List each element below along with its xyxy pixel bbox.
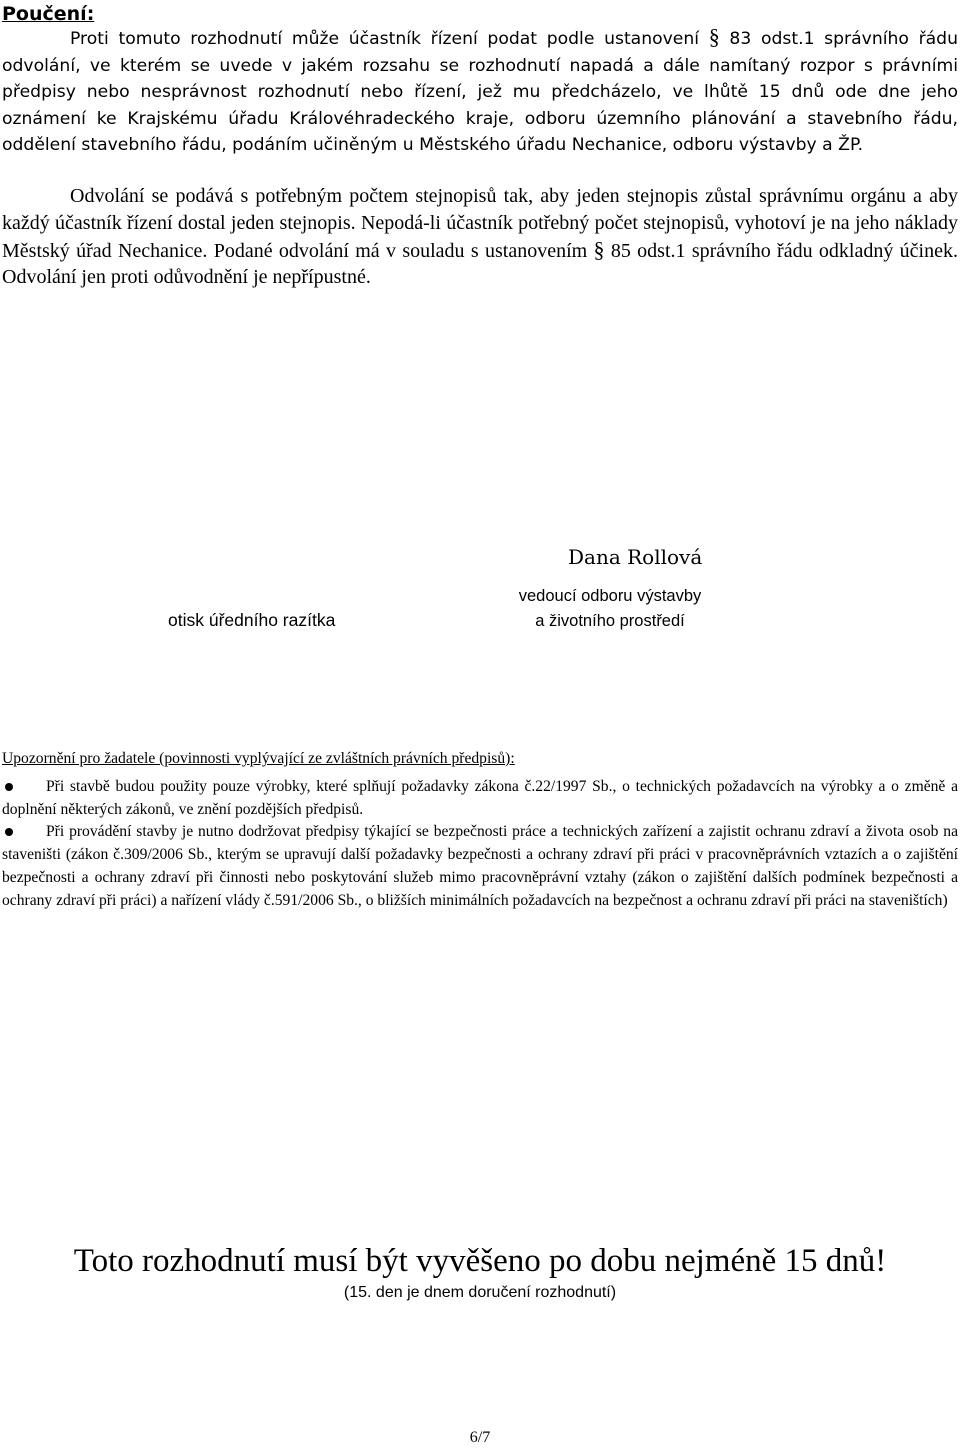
appeal-text-part2: 83 odst.1 správního řádu odvolání, ve kterém se uvede v jakém rozsahu se rozhodnutí napadá a dále namítaný rozpor s právními předpisy nebo nesprávnost rozhodnutí nebo řízení, jež mu předcházelo, ve lhůtě 15 dnů ode dne jeho oznámení ke Krajskému úřadu Královéhradeckého kraje, odboru územního plánování a stavebního řádu, oddělení stavebního řádu, podáním učiněným u Městského úřadu Nechanice, odboru výstavby a ŽP.: [2, 29, 958, 156]
list-item: [2, 775, 958, 821]
bullet-icon: [5, 828, 13, 836]
signatory-role-line1: vedoucí odboru výstavby: [518, 587, 702, 605]
notice-for-applicant-title: Upozornění pro žadatele (povinnosti vyplývající ze zvláštních právních předpisů):: [2, 750, 515, 767]
page-number: 6/7: [469, 1429, 491, 1446]
signatory-role: [500, 584, 720, 634]
copies-paragraph: [2, 183, 958, 291]
stamp-placeholder: otisk úředního razítka: [168, 610, 336, 630]
list-item-text: Při stavbě budou použity pouze výrobky, které splňují požadavky zákona č.22/1997 Sb., o technických požadavcích na výrobky a o změně a doplnění některých zákonů, ve znění pozdějších předpisů.: [2, 778, 958, 818]
signatory-role-line2: a životního prostředí: [535, 612, 685, 630]
bullet-icon: [5, 783, 13, 791]
copies-text-part1: Odvolání se podává s potřebným počtem stejnopisů tak, aby jeden stejnopis zůstal správnímu orgánu a aby každý účastník řízení dostal jeden stejnopis. Nepodá-li účastník potřebný počet stejnopisů, vyhotoví je na jeho náklady Městský úřad Nechanice. Podané odvolání má v souladu s ustanovením: [2, 185, 958, 262]
posting-notice: Toto rozhodnutí musí být vyvěšeno po dobu nejméně 15 dnů!: [73, 1243, 887, 1279]
appeal-paragraph: [2, 24, 958, 159]
list-item-text: Při provádění stavby je nutno dodržovat předpisy týkající se bezpečnosti práce a technických zařízení a zajistit ochranu zdraví a života osob na staveništi (zákon č.309/2006 Sb., kterým se upravují další požadavky bezpečnosti a ochrany zdraví při práci v pracovněprávních vztazích a o zajištění bezpečnosti a ochrany zdraví při činnosti nebo poskytování služeb mimo pracovněprávní vztahy (zákon o zajištění dalších podmínek bezpečnosti a ochrany zdraví při práci) a nařízení vlády č.591/2006 Sb., o bližších minimálních požadavcích na bezpečnost a ochranu zdraví při práci na staveništích): [2, 823, 958, 909]
section-sign: §: [593, 236, 605, 262]
section-sign: §: [708, 24, 720, 49]
pouceni-heading: Poučení:: [2, 3, 95, 25]
list-item: [2, 820, 958, 912]
appeal-text-part1: Proti tomuto rozhodnutí může účastník řízení podat podle ustanovení: [70, 29, 709, 49]
signatory-name: Dana Rollová: [568, 545, 703, 569]
posting-notice-subtitle: (15. den je dnem doručení rozhodnutí): [343, 1284, 617, 1301]
copies-text-part2: 85 odst.1 správního řádu odkladný účinek. Odvolání jen proti odůvodnění je nepřípustné.: [2, 239, 958, 289]
